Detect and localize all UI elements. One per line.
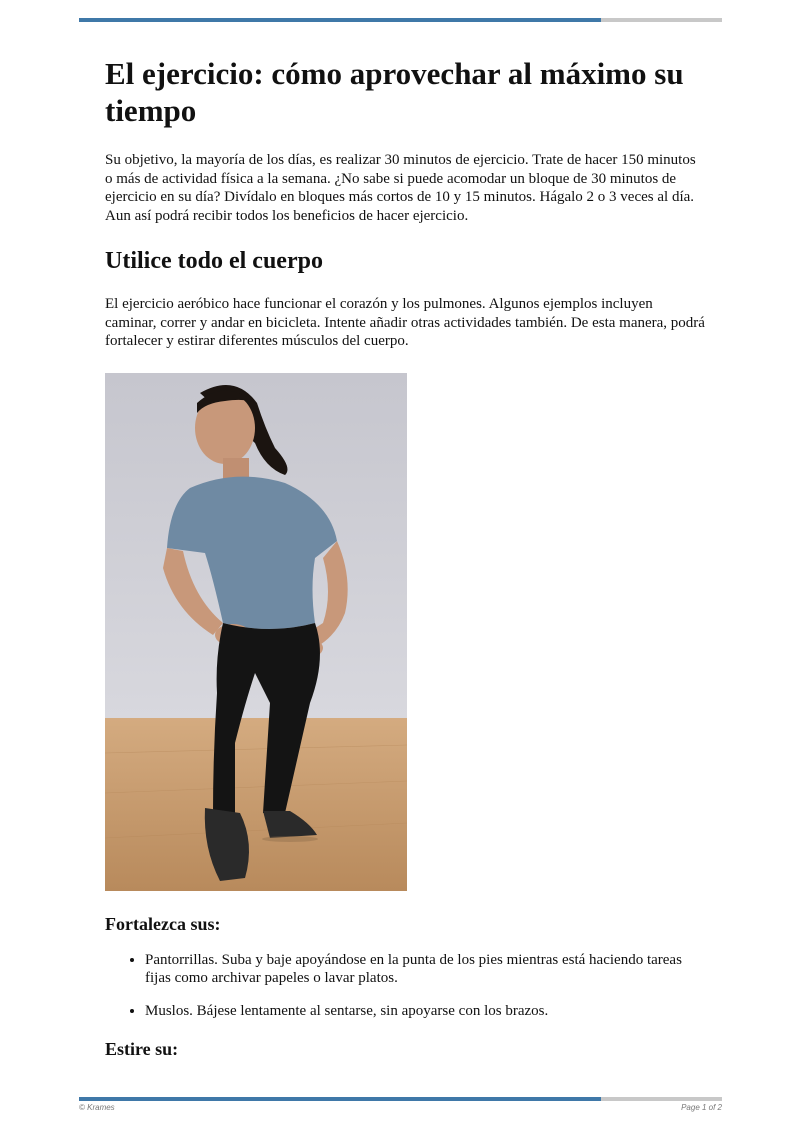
footer-rule-accent (79, 1097, 601, 1101)
strengthen-heading: Fortalezca sus: (105, 913, 221, 934)
section-heading-whole-body: Utilice todo el cuerpo (105, 248, 323, 274)
footer-copyright: © Krames (79, 1103, 115, 1112)
exercise-photo (105, 373, 407, 891)
list-item: • Pantorrillas. Suba y baje apoyándose en la punta de los pies mientras está haciendo tareas fijas como archivar papeles o lavar platos. (145, 951, 705, 988)
header-rule (79, 18, 722, 22)
header-rule-accent (79, 18, 601, 22)
page-title: El ejercicio: cómo aprovechar al máximo su tiempo (105, 56, 684, 128)
section-paragraph-whole-body: El ejercicio aeróbico hace funcionar el corazón y los pulmones. Algunos ejemplos incluyen caminar, correr y andar en bicicleta. Intente añadir otras actividades también. De esta manera, podrá fortalecer y estirar diferentes músculos del cuerpo. (105, 296, 705, 349)
stretch-heading: Estire su: (105, 1039, 179, 1059)
document-body (105, 55, 705, 1076)
footer-rule (79, 1097, 722, 1101)
intro-paragraph: Su objetivo, la mayoría de los días, es realizar 30 minutos de ejercicio. Trate de hacer 150 minutos o más de actividad física a la semana. ¿No sabe si puede acomodar un bloque de 30 minutos de ejercicio en su día? Divídalo en bloques más cortos de 10 y 15 minutos. Hágalo 2 o 3 veces al día. Aun así podrá recibir todos los beneficios de hacer ejercicio. (105, 152, 696, 224)
strengthen-list (105, 951, 705, 1021)
list-item: • Muslos. Bájese lentamente al sentarse, sin apoyarse con los brazos. (145, 1002, 705, 1021)
footer-page-number: Page 1 of 2 (681, 1103, 722, 1112)
